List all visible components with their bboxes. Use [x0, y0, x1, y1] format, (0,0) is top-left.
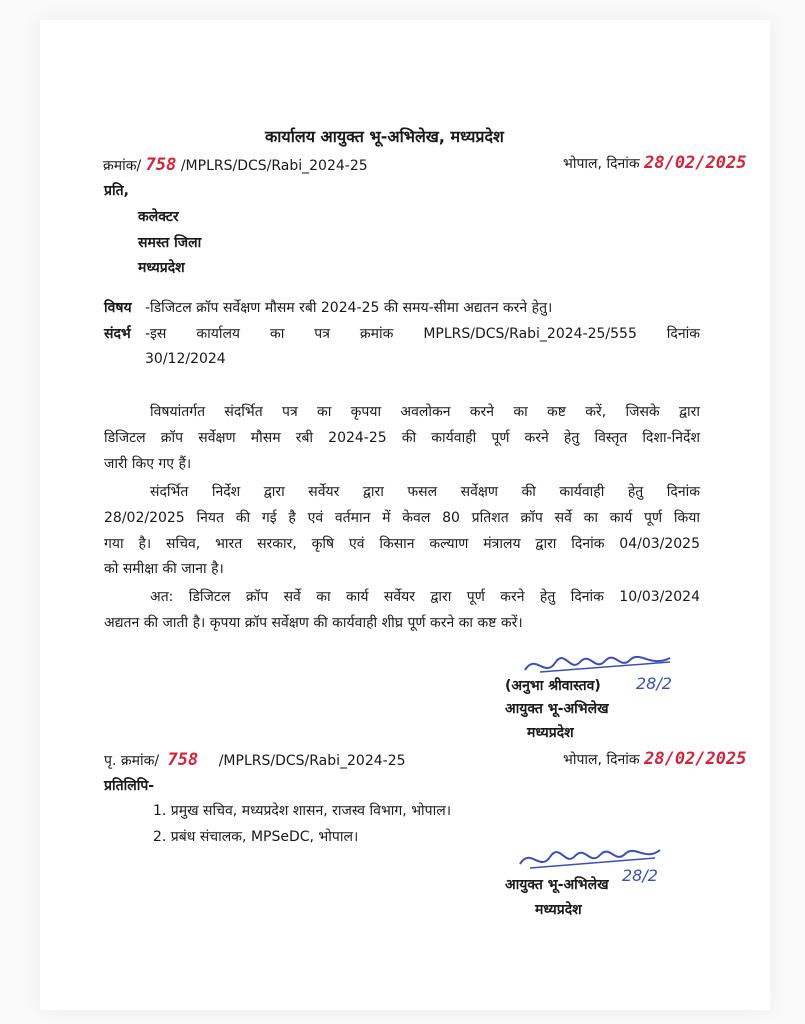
signatory-state: मध्यप्रदेश — [535, 902, 582, 918]
date-label: भोपाल, दिनांक — [563, 752, 640, 768]
ref-number-handwritten: 758 — [145, 155, 177, 175]
body-line: विषयांतर्गत संदर्भित पत्र का कृपया अवलोकन करने का कष्ट करें, जिसके द्वारा — [150, 404, 700, 420]
endorsement-ref-suffix: /MPLRS/DCS/Rabi_2024-25 — [218, 753, 406, 769]
date-label: भोपाल, दिनांक — [563, 156, 640, 172]
body-line: जारी किए गए हैं। — [104, 456, 192, 472]
body-line: गया है। सचिव, भारत सरकार, कृषि एवं किसान कल्याण मंत्रालय द्वारा दिनांक 04/03/2025 — [104, 536, 700, 552]
recipient-line: कलेक्टर — [138, 209, 179, 225]
endorsement-date — [563, 749, 746, 770]
endorsement-ref — [104, 750, 406, 771]
copy-item: 1. प्रमुख सचिव, मध्यप्रदेश शासन, राजस्व विभाग, भोपाल। — [153, 803, 452, 819]
letter-ref — [103, 155, 368, 176]
copy-label: प्रतिलिपि- — [104, 778, 155, 794]
subject-label: विषय — [104, 300, 132, 316]
reference-label: संदर्भ — [104, 326, 131, 342]
endorsement-ref-number-handwritten: 758 — [167, 750, 199, 770]
endorsement-ref-prefix: पृ. क्रमांक/ — [104, 753, 160, 769]
office-title: कार्यालय आयुक्त भू-अभिलेख, मध्यप्रदेश — [265, 127, 504, 146]
recipient-line: समस्त जिला — [138, 235, 202, 251]
signatory-designation: आयुक्त भू-अभिलेख — [505, 701, 609, 717]
letter-date — [563, 153, 746, 174]
body-line: अद्यतन की जाती है। कृपया क्रॉप सर्वेक्षण की कार्यवाही शीघ्र पूर्ण करने का कष्ट करें। — [104, 615, 523, 631]
ref-prefix: क्रमांक/ — [103, 158, 142, 174]
body-line: संदर्भित निर्देश द्वारा सर्वेयर द्वारा फसल सर्वेक्षण की कार्यवाही हेतु दिनांक — [150, 484, 700, 500]
subject-text: -डिजिटल क्रॉप सर्वेक्षण मौसम रबी 2024-25 की समय-सीमा अद्यतन करने हेतु। — [145, 300, 553, 316]
signatory-state: मध्यप्रदेश — [527, 725, 574, 741]
copy-item: 2. प्रबंध संचालक, MPSeDC, भोपाल। — [153, 829, 359, 845]
date-handwritten: 28/02/2025 — [644, 153, 747, 173]
ref-suffix: /MPLRS/DCS/Rabi_2024-25 — [180, 158, 368, 174]
signature-date-note: 28/2 — [636, 674, 672, 693]
reference-text: -इस कार्यालय का पत्र क्रमांक MPLRS/DCS/Rabi_2024-25/555 दिनांक — [145, 326, 700, 342]
reference-date: 30/12/2024 — [145, 351, 226, 367]
to-label: प्रति, — [104, 183, 129, 199]
recipient-line: मध्यप्रदेश — [138, 260, 185, 276]
date-handwritten: 28/02/2025 — [644, 749, 747, 769]
signatory-name: (अनुभा श्रीवास्तव) — [505, 678, 601, 694]
body-line: 28/02/2025 नियत की गई है एवं वर्तमान में केवल 80 प्रतिशत क्रॉप सर्वे का कार्य पूर्ण किया — [104, 510, 700, 526]
body-line: अत: डिजिटल क्रॉप सर्वे का कार्य सर्वेयर द्वारा पूर्ण करने हेतु दिनांक 10/03/2024 — [150, 589, 700, 605]
body-line: को समीक्षा की जाना है। — [104, 561, 224, 577]
signatory-designation: आयुक्त भू-अभिलेख — [505, 877, 609, 893]
signature-date-note: 28/2 — [622, 866, 658, 885]
body-line: डिजिटल क्रॉप सर्वेक्षण मौसम रबी 2024-25 की कार्यवाही पूर्ण करने हेतु विस्तृत दिशा-निर्देश — [104, 430, 700, 446]
